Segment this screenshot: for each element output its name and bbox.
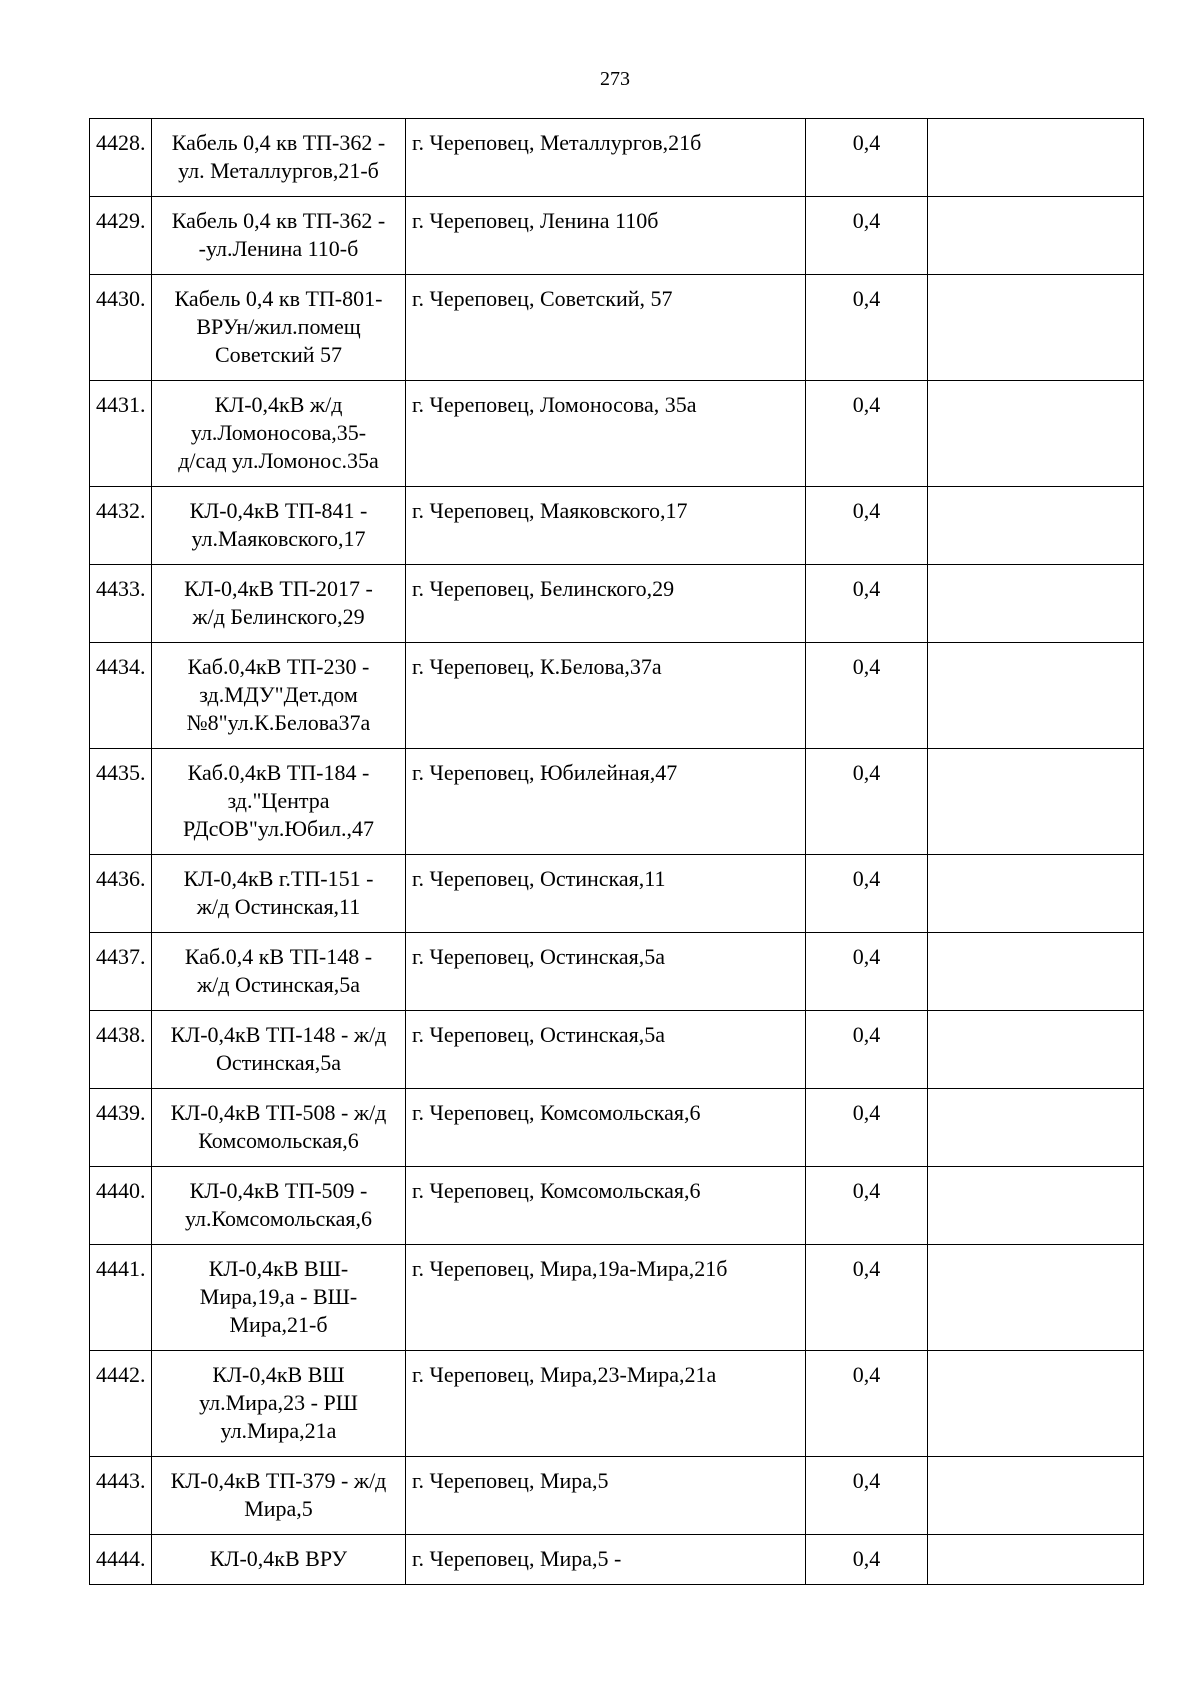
row-number-cell bbox=[90, 197, 152, 275]
object-name-text: Каб.0,4 кВ ТП-148 - ж/д Остинская,5а bbox=[184, 944, 373, 997]
extra-cell bbox=[928, 643, 1144, 749]
voltage-text: 0,4 bbox=[852, 944, 881, 969]
address-cell bbox=[406, 487, 806, 565]
address-text: г. Череповец, Белинского,29 bbox=[412, 576, 675, 601]
voltage-text: 0,4 bbox=[852, 286, 881, 311]
row-number-cell bbox=[90, 1535, 152, 1585]
voltage-text: 0,4 bbox=[852, 1546, 881, 1571]
row-number-cell bbox=[90, 119, 152, 197]
voltage-cell bbox=[806, 1245, 928, 1351]
object-name-cell bbox=[152, 1089, 406, 1167]
table-row bbox=[90, 275, 1144, 381]
table-row bbox=[90, 1351, 1144, 1457]
object-name-cell bbox=[152, 1245, 406, 1351]
voltage-cell bbox=[806, 487, 928, 565]
object-name-text: Кабель 0,4 кв ТП-362 - -ул.Ленина 110-б bbox=[171, 208, 386, 261]
table-row bbox=[90, 855, 1144, 933]
voltage-text: 0,4 bbox=[852, 130, 881, 155]
address-text: г. Череповец, Металлургов,21б bbox=[412, 130, 702, 155]
object-name-text: Каб.0,4кВ ТП-184 - зд."Центра РДсОВ"ул.Юбил.,47 bbox=[183, 760, 374, 841]
row-number-cell bbox=[90, 1011, 152, 1089]
table-row bbox=[90, 565, 1144, 643]
object-name-cell bbox=[152, 119, 406, 197]
table-row bbox=[90, 487, 1144, 565]
address-cell bbox=[406, 1245, 806, 1351]
voltage-text: 0,4 bbox=[852, 498, 881, 523]
row-number-text: 4443. bbox=[96, 1468, 146, 1493]
voltage-cell bbox=[806, 381, 928, 487]
address-text: г. Череповец, Юбилейная,47 bbox=[412, 760, 678, 785]
address-text: г. Череповец, Комсомольская,6 bbox=[412, 1178, 701, 1203]
address-cell bbox=[406, 197, 806, 275]
address-text: г. Череповец, Мира,23-Мира,21а bbox=[412, 1362, 717, 1387]
address-cell bbox=[406, 933, 806, 1011]
address-cell bbox=[406, 1351, 806, 1457]
object-name-text: КЛ-0,4кВ ТП-379 - ж/д Мира,5 bbox=[170, 1468, 387, 1521]
object-name-text: Кабель 0,4 кв ТП-362 - ул. Металлургов,21-б bbox=[171, 130, 386, 183]
voltage-cell bbox=[806, 643, 928, 749]
object-name-cell bbox=[152, 749, 406, 855]
table-row bbox=[90, 1011, 1144, 1089]
object-name-cell bbox=[152, 565, 406, 643]
object-name-text: Каб.0,4кВ ТП-230 - зд.МДУ"Дет.дом №8"ул.К.Белова37а bbox=[186, 654, 371, 735]
page-number: 273 bbox=[600, 68, 630, 90]
extra-cell bbox=[928, 749, 1144, 855]
row-number-cell bbox=[90, 749, 152, 855]
row-number-text: 4429. bbox=[96, 208, 146, 233]
voltage-text: 0,4 bbox=[852, 760, 881, 785]
object-name-cell bbox=[152, 275, 406, 381]
address-cell bbox=[406, 1457, 806, 1535]
address-text: г. Череповец, Остинская,11 bbox=[412, 866, 666, 891]
address-text: г. Череповец, Мира,5 - bbox=[412, 1546, 622, 1571]
row-number-text: 4434. bbox=[96, 654, 146, 679]
voltage-text: 0,4 bbox=[852, 866, 881, 891]
object-name-text: Кабель 0,4 кв ТП-801- ВРУн/жил.помещ Советский 57 bbox=[174, 286, 383, 367]
address-cell bbox=[406, 119, 806, 197]
table-row bbox=[90, 933, 1144, 1011]
table-row bbox=[90, 643, 1144, 749]
voltage-text: 0,4 bbox=[852, 1256, 881, 1281]
row-number-cell bbox=[90, 933, 152, 1011]
table-row bbox=[90, 1089, 1144, 1167]
voltage-text: 0,4 bbox=[852, 392, 881, 417]
address-text: г. Череповец, Остинская,5а bbox=[412, 944, 666, 969]
row-number-text: 4437. bbox=[96, 944, 146, 969]
row-number-cell bbox=[90, 381, 152, 487]
row-number-text: 4439. bbox=[96, 1100, 146, 1125]
voltage-text: 0,4 bbox=[852, 208, 881, 233]
address-text: г. Череповец, Ломоносова, 35а bbox=[412, 392, 697, 417]
address-text: г. Череповец, К.Белова,37а bbox=[412, 654, 662, 679]
object-name-cell bbox=[152, 381, 406, 487]
row-number-cell bbox=[90, 855, 152, 933]
address-text: г. Череповец, Маяковского,17 bbox=[412, 498, 688, 523]
address-text: г. Череповец, Остинская,5а bbox=[412, 1022, 666, 1047]
address-cell bbox=[406, 1011, 806, 1089]
voltage-cell bbox=[806, 197, 928, 275]
extra-cell bbox=[928, 1089, 1144, 1167]
object-name-text: КЛ-0,4кВ ВРУ bbox=[209, 1546, 348, 1571]
row-number-cell bbox=[90, 1245, 152, 1351]
voltage-text: 0,4 bbox=[852, 654, 881, 679]
row-number-cell bbox=[90, 275, 152, 381]
voltage-cell bbox=[806, 855, 928, 933]
object-name-cell bbox=[152, 1457, 406, 1535]
extra-cell bbox=[928, 1457, 1144, 1535]
extra-cell bbox=[928, 933, 1144, 1011]
address-text: г. Череповец, Мира,5 bbox=[412, 1468, 609, 1493]
voltage-text: 0,4 bbox=[852, 576, 881, 601]
voltage-cell bbox=[806, 1089, 928, 1167]
object-name-text: КЛ-0,4кВ ТП-2017 - ж/д Белинского,29 bbox=[184, 576, 373, 629]
object-name-text: КЛ-0,4кВ ВШ ул.Мира,23 - РШ ул.Мира,21а bbox=[199, 1362, 358, 1443]
extra-cell bbox=[928, 565, 1144, 643]
address-cell bbox=[406, 565, 806, 643]
extra-cell bbox=[928, 197, 1144, 275]
extra-cell bbox=[928, 1351, 1144, 1457]
table-row bbox=[90, 1457, 1144, 1535]
extra-cell bbox=[928, 1245, 1144, 1351]
row-number-text: 4435. bbox=[96, 760, 146, 785]
voltage-cell bbox=[806, 565, 928, 643]
table-row bbox=[90, 1245, 1144, 1351]
address-cell bbox=[406, 1167, 806, 1245]
voltage-cell bbox=[806, 1011, 928, 1089]
address-cell bbox=[406, 381, 806, 487]
object-name-cell bbox=[152, 643, 406, 749]
row-number-text: 4436. bbox=[96, 866, 146, 891]
row-number-cell bbox=[90, 1351, 152, 1457]
row-number-cell bbox=[90, 565, 152, 643]
registry-table-body bbox=[90, 119, 1144, 1585]
address-cell bbox=[406, 1535, 806, 1585]
address-text: г. Череповец, Комсомольская,6 bbox=[412, 1100, 701, 1125]
object-name-cell bbox=[152, 487, 406, 565]
address-text: г. Череповец, Мира,19а-Мира,21б bbox=[412, 1256, 728, 1281]
address-text: г. Череповец, Ленина 110б bbox=[412, 208, 659, 233]
object-name-cell bbox=[152, 1535, 406, 1585]
table-row bbox=[90, 1535, 1144, 1585]
voltage-text: 0,4 bbox=[852, 1362, 881, 1387]
extra-cell bbox=[928, 119, 1144, 197]
object-name-text: КЛ-0,4кВ ТП-148 - ж/д Остинская,5а bbox=[170, 1022, 387, 1075]
extra-cell bbox=[928, 381, 1144, 487]
address-cell bbox=[406, 275, 806, 381]
voltage-cell bbox=[806, 1167, 928, 1245]
table-row bbox=[90, 749, 1144, 855]
address-cell bbox=[406, 643, 806, 749]
table-row bbox=[90, 197, 1144, 275]
extra-cell bbox=[928, 855, 1144, 933]
voltage-cell bbox=[806, 119, 928, 197]
extra-cell bbox=[928, 487, 1144, 565]
extra-cell bbox=[928, 1011, 1144, 1089]
voltage-cell bbox=[806, 1457, 928, 1535]
address-cell bbox=[406, 749, 806, 855]
object-name-text: КЛ-0,4кВ ВШ- Мира,19,а - ВШ- Мира,21-б bbox=[199, 1256, 358, 1337]
registry-table bbox=[89, 118, 1144, 1585]
row-number-text: 4433. bbox=[96, 576, 146, 601]
row-number-text: 4432. bbox=[96, 498, 146, 523]
table-row bbox=[90, 119, 1144, 197]
row-number-cell bbox=[90, 1457, 152, 1535]
object-name-cell bbox=[152, 1011, 406, 1089]
extra-cell bbox=[928, 275, 1144, 381]
object-name-text: КЛ-0,4кВ ТП-841 - ул.Маяковского,17 bbox=[189, 498, 368, 551]
voltage-text: 0,4 bbox=[852, 1468, 881, 1493]
voltage-cell bbox=[806, 275, 928, 381]
voltage-cell bbox=[806, 1351, 928, 1457]
voltage-cell bbox=[806, 749, 928, 855]
table-row bbox=[90, 381, 1144, 487]
row-number-text: 4431. bbox=[96, 392, 146, 417]
address-cell bbox=[406, 855, 806, 933]
row-number-text: 4428. bbox=[96, 130, 146, 155]
extra-cell bbox=[928, 1167, 1144, 1245]
object-name-cell bbox=[152, 1351, 406, 1457]
row-number-text: 4430. bbox=[96, 286, 146, 311]
row-number-cell bbox=[90, 487, 152, 565]
voltage-text: 0,4 bbox=[852, 1178, 881, 1203]
row-number-text: 4442. bbox=[96, 1362, 146, 1387]
row-number-text: 4438. bbox=[96, 1022, 146, 1047]
voltage-cell bbox=[806, 1535, 928, 1585]
voltage-text: 0,4 bbox=[852, 1022, 881, 1047]
object-name-cell bbox=[152, 197, 406, 275]
object-name-text: КЛ-0,4кВ г.ТП-151 - ж/д Остинская,11 bbox=[183, 866, 374, 919]
table-row bbox=[90, 1167, 1144, 1245]
voltage-cell bbox=[806, 933, 928, 1011]
object-name-cell bbox=[152, 1167, 406, 1245]
row-number-cell bbox=[90, 1167, 152, 1245]
row-number-text: 4444. bbox=[96, 1546, 146, 1571]
address-cell bbox=[406, 1089, 806, 1167]
address-text: г. Череповец, Советский, 57 bbox=[412, 286, 673, 311]
object-name-text: КЛ-0,4кВ ж/д ул.Ломоносова,35- д/сад ул.Ломонос.35а bbox=[178, 392, 379, 473]
row-number-cell bbox=[90, 1089, 152, 1167]
object-name-text: КЛ-0,4кВ ТП-508 - ж/д Комсомольская,6 bbox=[170, 1100, 387, 1153]
row-number-text: 4441. bbox=[96, 1256, 146, 1281]
object-name-cell bbox=[152, 855, 406, 933]
voltage-text: 0,4 bbox=[852, 1100, 881, 1125]
row-number-cell bbox=[90, 643, 152, 749]
row-number-text: 4440. bbox=[96, 1178, 146, 1203]
object-name-text: КЛ-0,4кВ ТП-509 - ул.Комсомольская,6 bbox=[184, 1178, 373, 1231]
extra-cell bbox=[928, 1535, 1144, 1585]
object-name-cell bbox=[152, 933, 406, 1011]
